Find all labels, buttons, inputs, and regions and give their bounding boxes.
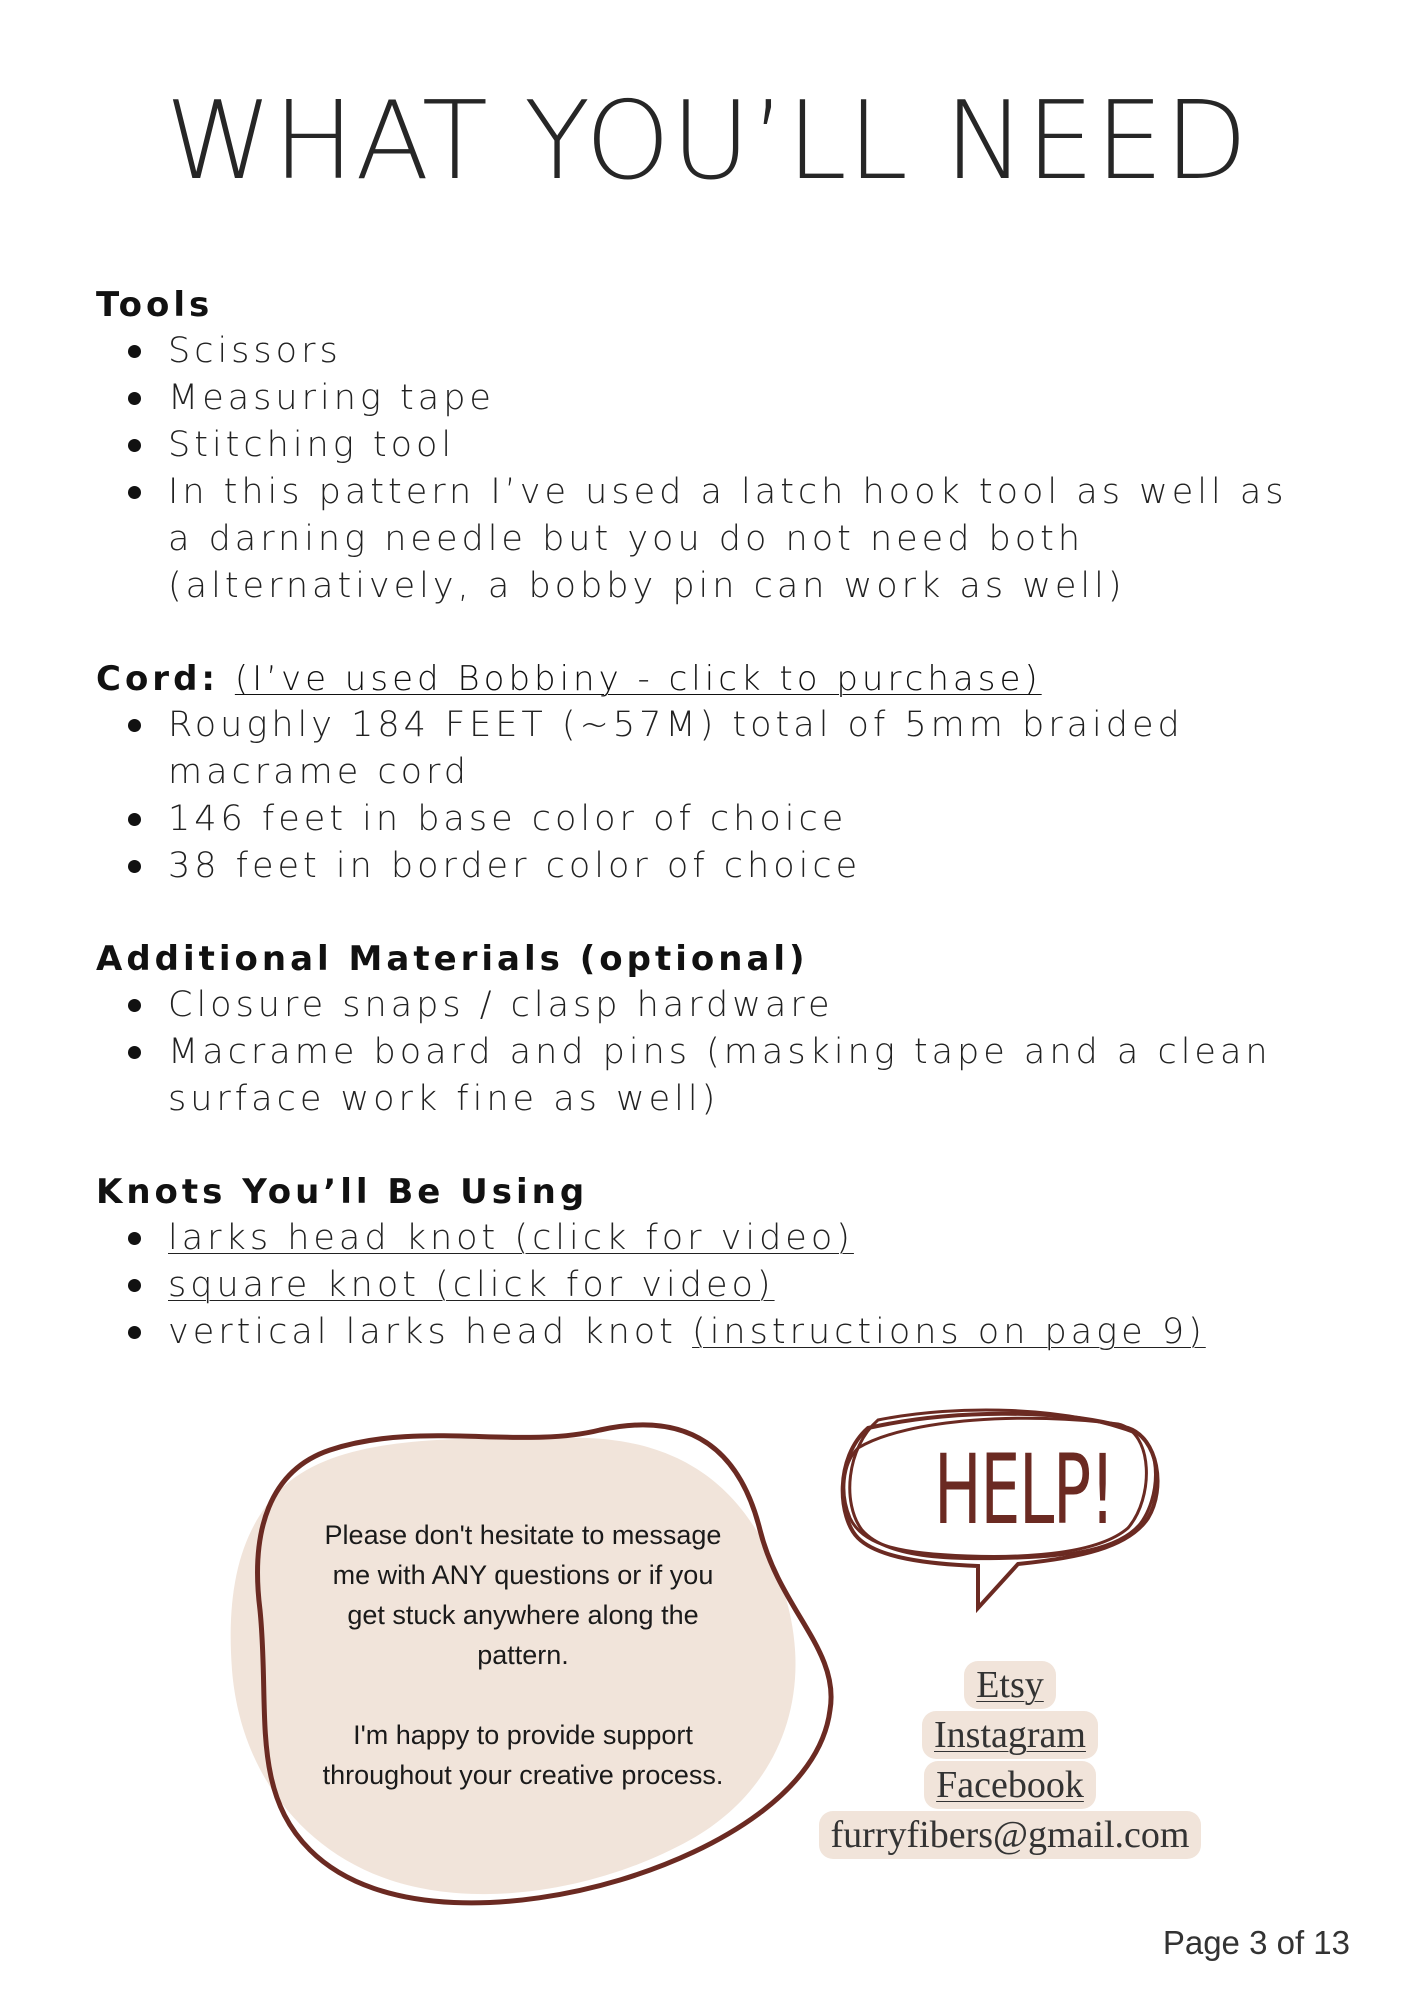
- contact-links: [800, 1660, 1220, 1860]
- tools-list: [96, 328, 1326, 610]
- list-item: [96, 1215, 1326, 1262]
- cord-list: [96, 702, 1326, 890]
- email-address[interactable]: furryfibers@gmail.com: [819, 1811, 1202, 1859]
- knots-heading: Knots You’ll Be Using: [96, 1172, 589, 1212]
- list-item: 38 feet in border color of choice: [96, 843, 1326, 890]
- cord-heading-label: Cord:: [96, 659, 220, 699]
- cord-section: [96, 656, 1326, 890]
- list-item: Closure snaps / clasp hardware: [96, 982, 1326, 1029]
- purchase-cord-link[interactable]: (I’ve used Bobbiny - click to purchase): [234, 659, 1042, 699]
- list-item: Scissors: [96, 328, 1326, 375]
- list-item: Stitching tool: [96, 422, 1326, 469]
- materials-heading: Additional Materials (optional): [96, 939, 809, 979]
- page-number: Page 3 of 13: [1162, 1924, 1350, 1961]
- square-knot-video-link[interactable]: square knot (click for video): [168, 1265, 775, 1305]
- tools-heading: Tools: [96, 285, 214, 325]
- list-item: 146 feet in base color of choice: [96, 796, 1326, 843]
- etsy-link[interactable]: Etsy: [964, 1661, 1056, 1709]
- instagram-link[interactable]: Instagram: [922, 1711, 1098, 1759]
- help-message-line-1: Please don't hesitate to message me with ANY questions or if you get stuck anywhere along the pattern.: [324, 1520, 722, 1670]
- materials-section: [96, 936, 1326, 1123]
- help-message-line-2: I'm happy to provide support throughout your creative process.: [322, 1720, 724, 1790]
- list-item: Macrame board and pins (masking tape and a clean surface work fine as well): [96, 1029, 1326, 1123]
- list-item: [96, 1309, 1326, 1356]
- tools-section: [96, 282, 1326, 610]
- facebook-link[interactable]: Facebook: [924, 1761, 1096, 1809]
- list-item: Measuring tape: [96, 375, 1326, 422]
- instructions-page-link[interactable]: (instructions on page 9): [692, 1312, 1206, 1352]
- help-message: [318, 1515, 728, 1795]
- help-badge-text: HELP!: [934, 1434, 1114, 1546]
- vertical-larks-head-text: vertical larks head knot: [168, 1312, 693, 1352]
- larks-head-knot-video-link[interactable]: larks head knot (click for video): [168, 1218, 854, 1258]
- knots-list: [96, 1215, 1326, 1356]
- list-item: In this pattern I’ve used a latch hook tool as well as a darning needle but you do not need both (alternatively, a bobby pin can work as well): [96, 469, 1326, 610]
- list-item: [96, 1262, 1326, 1309]
- requirements-list: [96, 282, 1326, 1402]
- materials-list: [96, 982, 1326, 1123]
- cord-heading: [96, 656, 1326, 702]
- list-item: Roughly 184 FEET (~57M) total of 5mm braided macrame cord: [96, 702, 1326, 796]
- knots-section: [96, 1169, 1326, 1356]
- page-title: WHAT YOU’LL NEED: [165, 79, 1249, 204]
